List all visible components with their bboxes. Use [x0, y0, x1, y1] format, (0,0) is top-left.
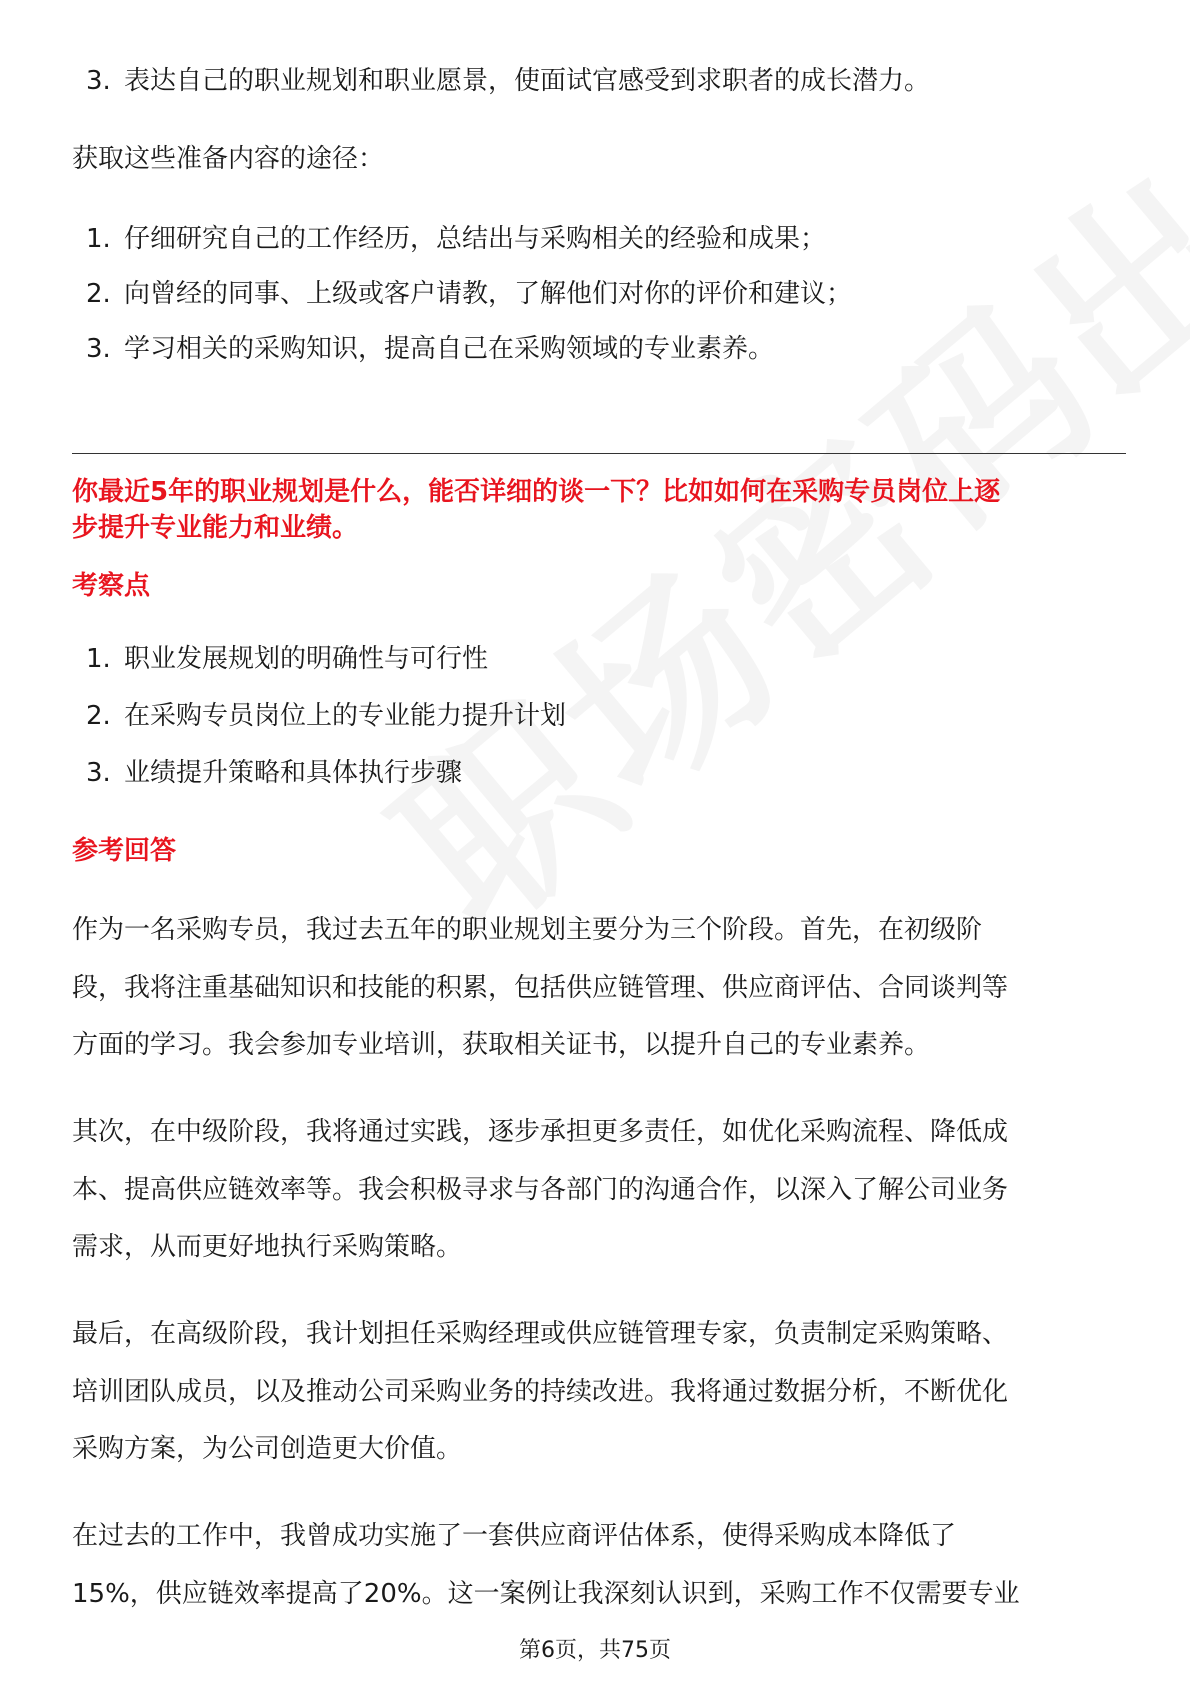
answer-line: 方面的学习。我会参加专业培训，获取相关证书，以提升自己的专业素养。 [72, 1030, 931, 1060]
list-item: 职业发展规划的明确性与可行性 [124, 644, 489, 674]
answer-line: 在过去的工作中，我曾成功实施了一套供应商评估体系，使得采购成本降低了 [72, 1521, 957, 1551]
focus-heading: 考察点 [72, 571, 151, 601]
list-item: 在采购专员岗位上的专业能力提升计划 [124, 701, 567, 731]
question-line-2: 步提升专业能力和业绩。 [72, 513, 359, 543]
answer-line: 需求，从而更好地执行采购策略。 [72, 1232, 463, 1262]
list-number: 3. [86, 334, 111, 364]
answer-line: 其次，在中级阶段，我将通过实践，逐步承担更多责任，如优化采购流程、降低成 [72, 1117, 1009, 1147]
answer-line: 15%，供应链效率提高了20%。这一案例让我深刻认识到，采购工作不仅需要专业 [72, 1579, 1020, 1609]
list-number: 2. [86, 279, 111, 309]
list-item: 仔细研究自己的工作经历，总结出与采购相关的经验和成果； [124, 224, 827, 254]
list-item: 学习相关的采购知识，提高自己在采购领域的专业素养。 [124, 334, 775, 364]
list-number: 3. [86, 66, 111, 96]
list-item: 业绩提升策略和具体执行步骤 [124, 758, 463, 788]
list-number: 1. [86, 224, 111, 254]
page-footer: 第6页，共75页 [519, 1638, 671, 1663]
answer-line: 培训团队成员，以及推动公司采购业务的持续改进。我将通过数据分析，不断优化 [72, 1377, 1009, 1407]
list-number: 2. [86, 701, 111, 731]
answer-line: 最后，在高级阶段，我计划担任采购经理或供应链管理专家，负责制定采购策略、 [72, 1319, 1009, 1349]
list-item: 表达自己的职业规划和职业愿景，使面试官感受到求职者的成长潜力。 [124, 66, 931, 96]
list-number: 3. [86, 758, 111, 788]
list-number: 1. [86, 644, 111, 674]
section-divider [72, 453, 1126, 454]
answer-line: 作为一名采购专员，我过去五年的职业规划主要分为三个阶段。首先，在初级阶 [72, 915, 983, 945]
answer-line: 本、提高供应链效率等。我会积极寻求与各部门的沟通合作，以深入了解公司业务 [72, 1175, 1009, 1205]
list-item: 向曾经的同事、上级或客户请教，了解他们对你的评价和建议； [124, 279, 853, 309]
answer-line: 采购方案，为公司创造更大价值。 [72, 1434, 463, 1464]
sources-heading: 获取这些准备内容的途径： [72, 144, 385, 174]
answer-line: 段，我将注重基础知识和技能的积累，包括供应链管理、供应商评估、合同谈判等 [72, 973, 1009, 1003]
answer-heading: 参考回答 [72, 836, 177, 866]
question-line-1: 你最近5年的职业规划是什么，能否详细的谈一下？比如如何在采购专员岗位上逐 [72, 477, 1001, 507]
